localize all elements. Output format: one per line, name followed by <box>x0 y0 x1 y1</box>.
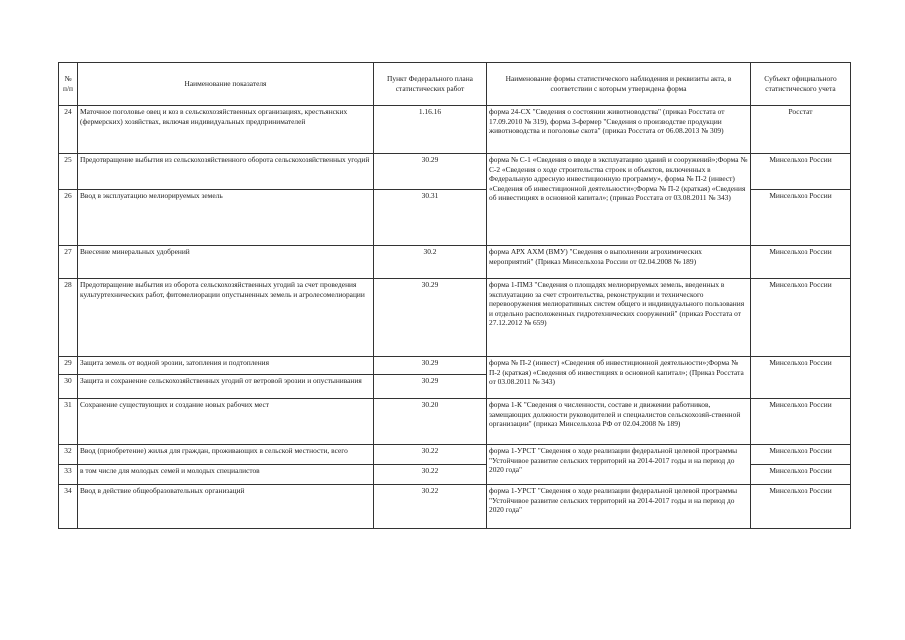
table-row <box>59 279 851 357</box>
row-form: форма № П-2 (инвест) «Сведения об инвестиционной деятельности»;Форма № П-2 (краткая) «Сведения об инвестициях в основной капитал»; (Приказ Росстата от 03.08.2011 № 343) <box>487 357 751 399</box>
row-subject: Минсельхоз России <box>751 154 851 190</box>
header-subject: Субъект официального статистического учета <box>751 63 851 106</box>
row-name: Внесение минеральных удобрений <box>78 246 374 279</box>
row-subject: Минсельхоз России <box>751 279 851 357</box>
row-subject: Росстат <box>751 106 851 154</box>
row-subject: Минсельхоз России <box>751 246 851 279</box>
row-name: Предотвращение выбытия из сельскохозяйственного оборота сельскохозяйственных угодий <box>78 154 374 190</box>
row-plan-item: 30.29 <box>374 279 487 357</box>
header-name: Наименование показателя <box>78 63 374 106</box>
row-num: 29 <box>59 357 78 375</box>
row-num: 27 <box>59 246 78 279</box>
row-plan-item: 1.16.16 <box>374 106 487 154</box>
row-plan-item: 30.31 <box>374 190 487 246</box>
row-plan-item: 30.22 <box>374 445 487 465</box>
row-num: 25 <box>59 154 78 190</box>
header-num: № п/п <box>59 63 78 106</box>
row-plan-item: 30.29 <box>374 154 487 190</box>
row-subject: Минсельхоз России <box>751 399 851 445</box>
statistics-table <box>58 62 851 529</box>
row-form: форма АРХ АХМ (ВМУ) "Сведения о выполнении агрохимических мероприятий" (Приказ Минсельхоза России от 02.04.2008 № 189) <box>487 246 751 279</box>
header-form: Наименование формы статистического наблюдения и реквизиты акта, в соответствии с которым утверждена форма <box>487 63 751 106</box>
row-num: 30 <box>59 375 78 399</box>
row-name: Маточное поголовье овец и коз в сельскохозяйственных организациях, крестьянских (фермерских) хозяйствах, включая индивидуальных предпринимателей <box>78 106 374 154</box>
row-name: Ввод (приобретение) жилья для граждан, проживающих в сельской местности, всего <box>78 445 374 465</box>
row-subject: Минсельхоз России <box>751 485 851 529</box>
row-plan-item: 30.2 <box>374 246 487 279</box>
row-form: форма 1-К "Сведения о численности, составе и движении работников, замещающих должности руководителей и специалистов сельскохозяй-ственной организации" (приказ Минсельхоза РФ от 02.04.2008 № 189) <box>487 399 751 445</box>
header-plan-item: Пункт Федерального плана статистических работ <box>374 63 487 106</box>
row-form: форма 1-УРСТ "Сведения о ходе реализации федеральной целевой программы "Устойчивое развитие сельских территорий на 2014-2017 годы и на период до 2020 года" <box>487 485 751 529</box>
row-subject: Минсельхоз России <box>751 190 851 246</box>
row-name: Ввод в действие общеобразовательных организаций <box>78 485 374 529</box>
row-name: Сохранение существующих и создание новых рабочих мест <box>78 399 374 445</box>
table-row <box>59 357 851 375</box>
table-row <box>59 106 851 154</box>
table-header-row <box>59 63 851 106</box>
row-name: Защита и сохранение сельскохозяйственных угодий от ветровой эрозии и опустынивания <box>78 375 374 399</box>
row-name: в том числе для молодых семей и молодых специалистов <box>78 465 374 485</box>
row-num: 34 <box>59 485 78 529</box>
table-row <box>59 399 851 445</box>
row-subject: Минсельхоз России <box>751 357 851 399</box>
row-num: 26 <box>59 190 78 246</box>
row-subject: Минсельхоз России <box>751 465 851 485</box>
table-row <box>59 485 851 529</box>
table-row <box>59 445 851 465</box>
row-form: форма 24-СХ "Сведения о состоянии животноводства" (приказ Росстата от 17.09.2010 № 319), форма 3-фермер "Сведения о производстве продукции животноводства и поголовье скота" (приказ Росстата от 06.08.2013 № 309) <box>487 106 751 154</box>
row-name: Защита земель от водной эрозии, затопления и подтопления <box>78 357 374 375</box>
row-name: Предотвращение выбытия из оборота сельскохозяйственных угодий за счет проведения культуртехнических работ, фитомелиорации опустыненных земель и агролесомелиорации <box>78 279 374 357</box>
row-num: 33 <box>59 465 78 485</box>
row-num: 31 <box>59 399 78 445</box>
table-row <box>59 154 851 190</box>
row-num: 28 <box>59 279 78 357</box>
row-num: 32 <box>59 445 78 465</box>
row-name: Ввод в эксплуатацию мелиорируемых земель <box>78 190 374 246</box>
row-subject: Минсельхоз России <box>751 445 851 465</box>
row-form: форма 1-УРСТ "Сведения о ходе реализации федеральной целевой программы "Устойчивое развитие сельских территорий на 2014-2017 годы и на период до 2020 года" <box>487 445 751 485</box>
row-form: форма 1-ПМЗ "Сведения о площадях мелиорируемых земель, введенных в эксплуатацию за счет строительства, реконструкции и технического перевооружения мелиоративных систем общего и индивидуального пользования и отдельно расположенных гидротехнических сооружений" (приказ Росстата от 27.12.2012 № 659) <box>487 279 751 357</box>
row-num: 24 <box>59 106 78 154</box>
row-plan-item: 30.29 <box>374 375 487 399</box>
row-plan-item: 30.22 <box>374 465 487 485</box>
table-row <box>59 246 851 279</box>
row-plan-item: 30.29 <box>374 357 487 375</box>
row-form: форма № С-1 «Сведения о вводе в эксплуатацию зданий и сооружений»;Форма № С-2 «Сведения о ходе строительства строек и объектов, включенных в Федеральную адресную инвестиционную программу», форма № П-2 (инвест) «Сведения об инвестиционной деятельности»;Форма № П-2 (краткая) «Сведения об инвестициях в основной капитал»; (приказ Росстата от 03.08.2011 № 343) <box>487 154 751 246</box>
row-plan-item: 30.20 <box>374 399 487 445</box>
row-plan-item: 30.22 <box>374 485 487 529</box>
